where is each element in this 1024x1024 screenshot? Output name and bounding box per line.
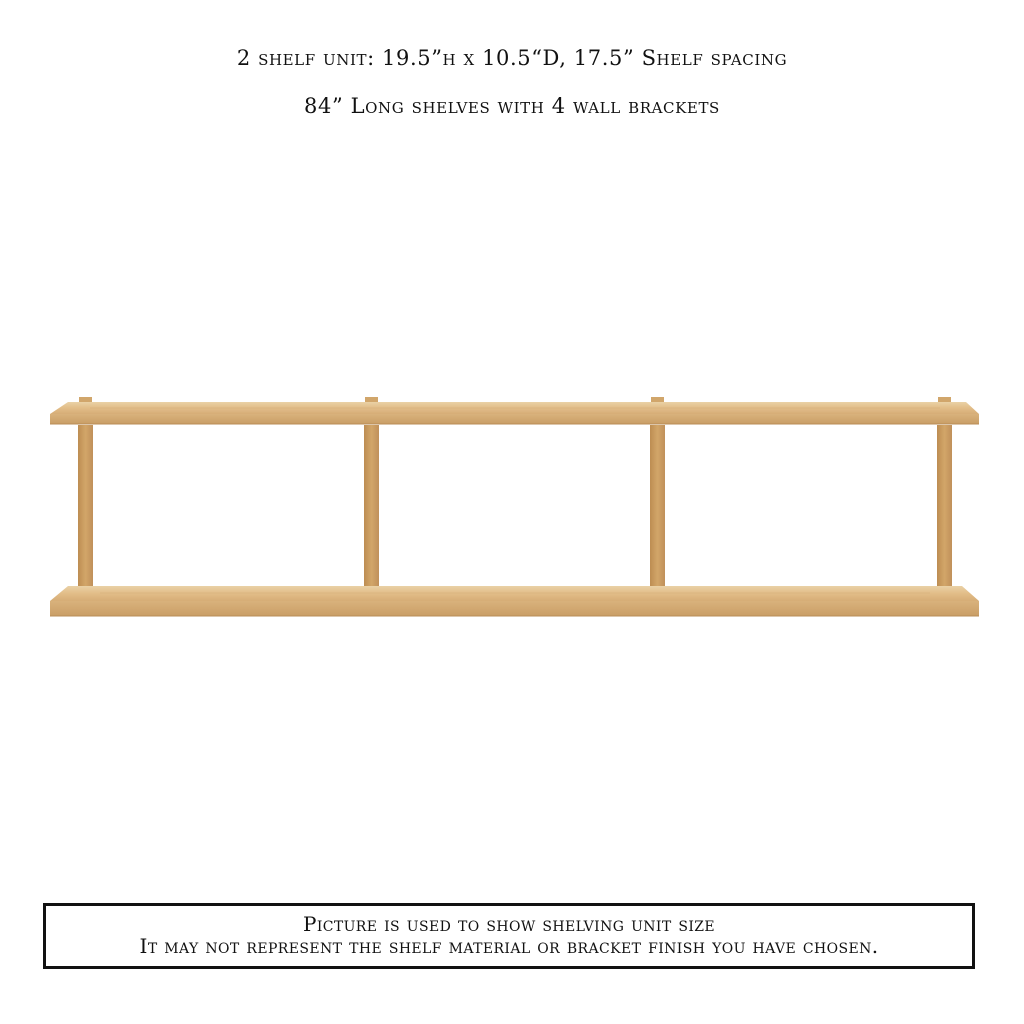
disclaimer-box bbox=[43, 903, 975, 969]
disclaimer-line-2: It may not represent the shelf material or bracket finish you have chosen. bbox=[139, 934, 879, 958]
shelf-unit-dimensions: 2 shelf unit: 19.5”h x 10.5“D, 17.5” Shelf spacing bbox=[236, 46, 788, 70]
wall-bracket-4 bbox=[937, 425, 952, 587]
wall-bracket-1 bbox=[78, 425, 93, 587]
shelf-length-brackets: 84” Long shelves with 4 wall brackets bbox=[304, 94, 720, 118]
wall-brackets bbox=[78, 397, 952, 587]
top-shelf bbox=[50, 402, 979, 424]
wall-bracket-2 bbox=[364, 425, 379, 587]
disclaimer-line-1: Picture is used to show shelving unit size bbox=[302, 912, 716, 936]
bottom-shelf bbox=[50, 586, 979, 616]
wall-bracket-3 bbox=[650, 425, 665, 587]
shelf-unit-image bbox=[0, 380, 1024, 640]
shelf-illustration bbox=[0, 380, 1024, 640]
